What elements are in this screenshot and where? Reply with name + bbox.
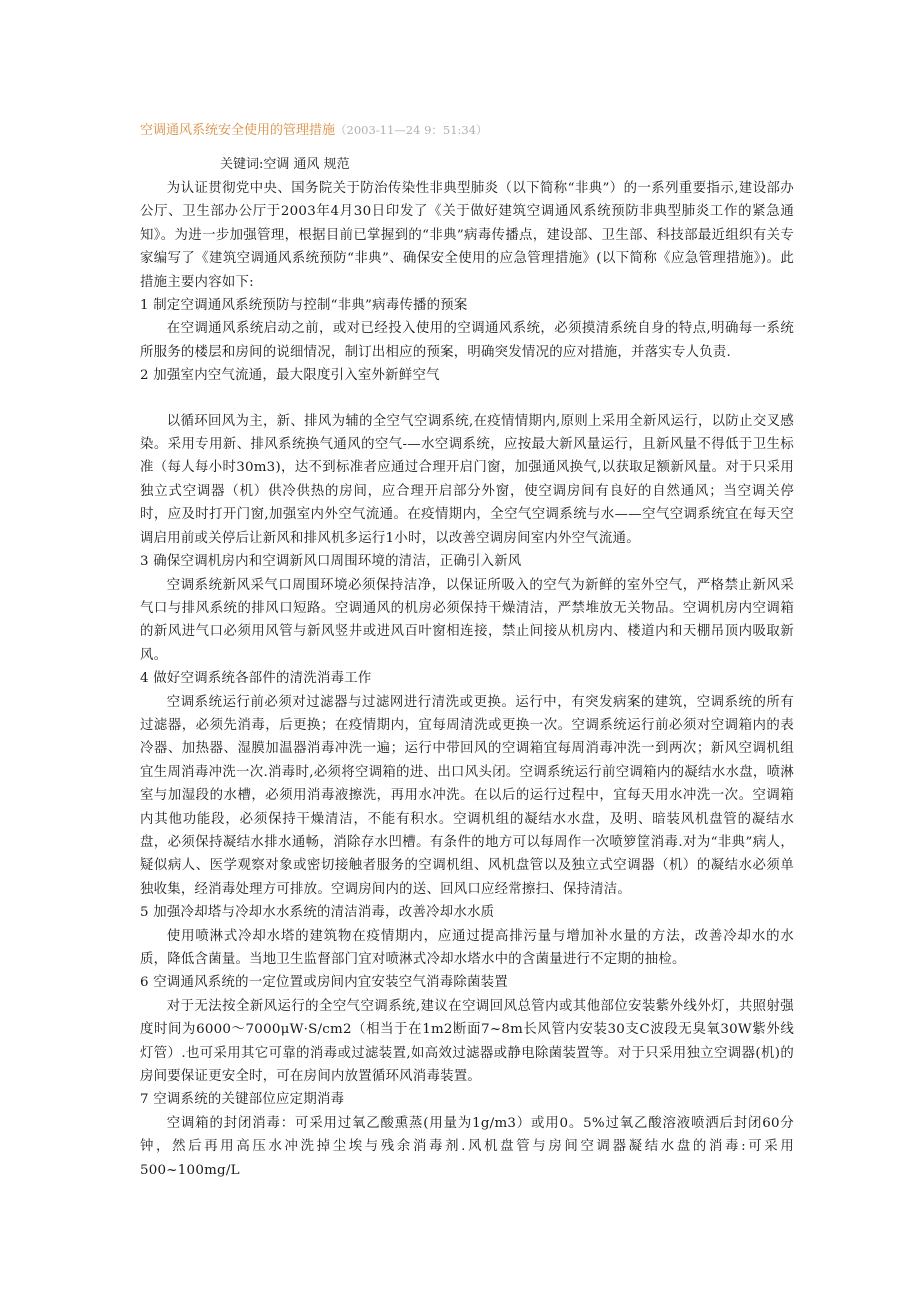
section-2-heading: 2 加强室内空气流通，最大限度引入室外新鲜空气 bbox=[140, 368, 440, 384]
section-4-body: 空调系统运行前必须对过滤器与过滤网进行清洗或更换。运行中，有突发病案的建筑，空调系统的所有过滤器，必须先消毒，后更换；在疫情期内，宜每周清洗或更换一次。空调系统运行前必须对空调箱内的表冷器、加热器、湿膜加温器消毒冲洗一遍；运行中带回风的空调箱宜每周消毒冲洗一到两次；新风空调机组宜生周消毒冲洗一次.消毒时,必须将空调箱的进、出口风头闭。空调系统运行前空调箱内的凝结水水盘，喷淋室与加湿段的水槽，必须用消毒液擦洗，再用水冲洗。在以后的运行过程中，宜每天用水冲洗一次。空调箱内其他功能段，必须保持干燥清洁，不能有积水。空调机组的凝结水水盘，及明、暗装风机盘管的凝结水盘，必须保持凝结水排水通畅，消除存水凹槽。有条件的地方可以每周作一次喷箩筐消毒.对为“非典”病人，疑似病人、医学观察对象或密切接触者服务的空调机组、风机盘管以及独立式空调器（机）的凝结水必须单独收集，经消毒处理方可排放。空调房间内的送、回风口应经常擦扫、保持清洁。 bbox=[140, 694, 794, 897]
article-title-line bbox=[140, 118, 794, 143]
section-1-heading: 1 制定空调通风系统预防与控制“非典”病毒传播的预案 bbox=[140, 298, 468, 314]
section-2-body: 以循环回风为主，新、排风为辅的全空气空调系统,在疫情情期内,原则上采用全新风运行，以防止交叉感染。采用专用新、排风系统换气通风的空气-—水空调系统，应按最大新风量运行，且新风量不得低于卫生标准（每人每小时30m3)，达不到标准者应通过合理开启门窗，加强通风换气,以获取足额新风量。对于只采用独立式空调器（机）供冷供热的房间，应合理开启部分外窗，使空调房间有良好的自然通风；当空调关停时，应及时打开门窗,加强室内外空气流通。在疫情期内，全空气空调系统与水——空气空调系统宜在每天空调启用前或关停后让新风和排风机多运行1小时，以改善空调房间室内外空气流通。 bbox=[140, 413, 794, 546]
section-3-body: 空调系统新风采气口周围环境必须保持洁净，以保证所吸入的空气为新鲜的室外空气，严格禁止新风采气口与排风系统的排风口短路。空调通风的机房必须保持干燥清洁，严禁堆放无关物品。空调机房内空调箱的新风进气口必须用风管与新风竖井或进风百叶窗相连接，禁止间接从机房内、楼道内和天棚吊顶内吸取新风。 bbox=[140, 577, 794, 663]
section-6-body: 对于无法按全新风运行的全空气空调系统,建议在空调回风总管内或其他部位安装紫外线外灯，共照射强度时间为6000～7000μW·S/cm2（相当于在1m2断面7~8m长风管内安装30支C波段无臭氧30W紫外线灯管）.也可采用其它可靠的消毒或过滤装置,如高效过滤器或静电除菌装置等。对于只采用独立空调器(机)的房间要保证更安全时，可在房间内放置循环风消毒装置。 bbox=[140, 998, 794, 1085]
section-4-heading: 4 做好空调系统各部件的清洗消毒工作 bbox=[140, 671, 372, 687]
article-title: 空调通风系统安全使用的管理措施 bbox=[140, 123, 336, 138]
keywords-line: 关键词:空调 通风 规范 bbox=[220, 157, 350, 172]
blank-line bbox=[140, 388, 794, 410]
section-7-heading: 7 空调系统的关键部位应定期消毒 bbox=[140, 1092, 345, 1108]
section-5-body: 使用喷淋式冷却水塔的建筑物在疫情期内，应通过提高排污量与增加补水量的方法，改善冷却水的水质，降低含菌量。当地卫生监督部门宜对喷淋式冷却水塔水中的含菌量进行不定期的抽检。 bbox=[140, 928, 794, 967]
section-5-heading: 5 加强冷却塔与冷却水水系统的清洁消毒，改善冷却水水质 bbox=[140, 905, 495, 921]
section-6-heading: 6 空调通风系统的一定位置或房间内宜安装空气消毒除菌装置 bbox=[140, 975, 508, 991]
article-timestamp: （2003-11—24 9：51:34） bbox=[335, 123, 488, 137]
document-page bbox=[140, 118, 794, 1182]
section-7-body: 空调箱的封闭消毒：可采用过氧乙酸熏蒸(用量为1g/m3）或用0。5%过氧乙酸溶液喷洒后封闭60分钟，然后再用高压水冲洗掉尘埃与残余消毒剂.风机盘管与房间空调器凝结水盘的消毒:可采用500~100mg/L bbox=[140, 1115, 794, 1178]
section-3-heading: 3 确保空调机房内和空调新风口周围环境的清洁，正确引入新风 bbox=[140, 554, 522, 570]
section-1-body: 在空调通风系统启动之前，或对已经投入使用的空调通风系统，必须摸清系统自身的特点,明确每一系统所服务的楼层和房间的说细情况，制订出相应的预案，明确突发情况的应对措施，并落实专人负责. bbox=[140, 321, 794, 360]
intro-paragraph: 为认证贯彻党中央、国务院关于防治传染性非典型肺炎（以下简称“非典”）的一系列重要指示,建设部办公厅、卫生部办公厅于2003年4月30日印发了《关于做好建筑空调通风系统预防非典型肺炎工作的紧急通知》。为进一步加强管理，根据目前已掌握到的“非典”病毒传播点，建设部、卫生部、科技部最近组织有关专家编写了《建筑空调通风系统预防“非典”、确保安全使用的应急管理措施》(以下简称《应急管理措施》)。此措施主要内容如下: bbox=[140, 181, 794, 290]
